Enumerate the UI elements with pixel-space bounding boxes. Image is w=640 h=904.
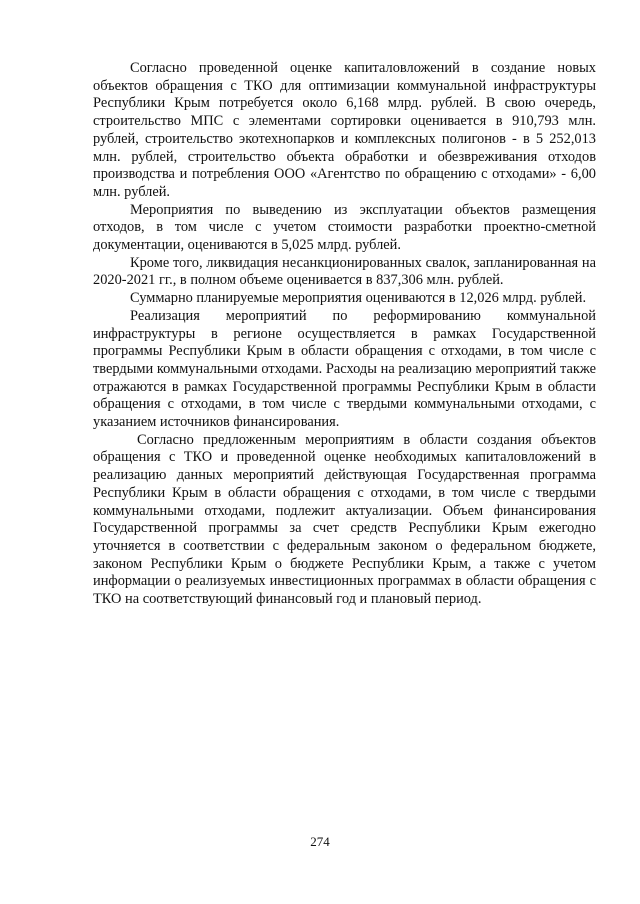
paragraph-landfill-liquidation: Кроме того, ликвидация несанкционированных свалок, запланированная на 2020-2021 гг., в полном объеме оценивается в 837,306 млн. рублей. [93, 254, 596, 289]
body-text [93, 60, 596, 609]
paragraph-capital-investment: Согласно проведенной оценке капиталовложений в создание новых объектов обращения с ТКО для оптимизации коммунальной инфраструктуры Республики Крым потребуется около 6,168 млрд. рублей. В свою очередь, строительство МПС с элементами сортировки оценивается в 910,793 млн. рублей, строительство экотехнопарков и комплексных полигонов - в 5 252,013 млн. рублей, строительство объекта обработки и обезвреживания отходов производства и потребления ООО «Агентство по обращению с отходами» - 6,00 млн. рублей. [93, 60, 596, 200]
page-number: 274 [310, 834, 330, 849]
paragraph-program-update: Согласно предложенным мероприятиям в области создания объектов обращения с ТКО и проведенной оценке необходимых капиталовложений в реализацию данных мероприятий действующая Государственная программа Республики Крым в области обращения с отходами, в том числе с твердыми коммунальными отходами, подлежит актуализации. Объем финансирования Государственной программы за счет средств Республики Крым ежегодно уточняется в соответствии с федеральным законом о федеральном бюджете, законом Республики Крым о бюджете Республики Крым, а также с учетом информации о реализуемых инвестиционных программах в области обращения с ТКО на соответствующий финансовый год и плановый период. [93, 431, 596, 608]
paragraph-decommissioning: Мероприятия по выведению из эксплуатации объектов размещения отходов, в том числе с учетом стоимости разработки проектно-сметной документации, оцениваются в 5,025 млрд. рублей. [93, 201, 596, 254]
paragraph-state-program: Реализация мероприятий по реформированию коммунальной инфраструктуры в регионе осуществляется в рамках Государственной программы Республики Крым в области обращения с отходами, в том числе с твердыми коммунальными отходами. Расходы на реализацию мероприятий также отражаются в рамках Государственной программы Республики Крым в области обращения с отходами, в том числе с твердыми коммунальными отходами, с указанием источников финансирования. [93, 307, 596, 431]
paragraph-total-cost: Суммарно планируемые мероприятия оцениваются в 12,026 млрд. рублей. [130, 290, 587, 307]
